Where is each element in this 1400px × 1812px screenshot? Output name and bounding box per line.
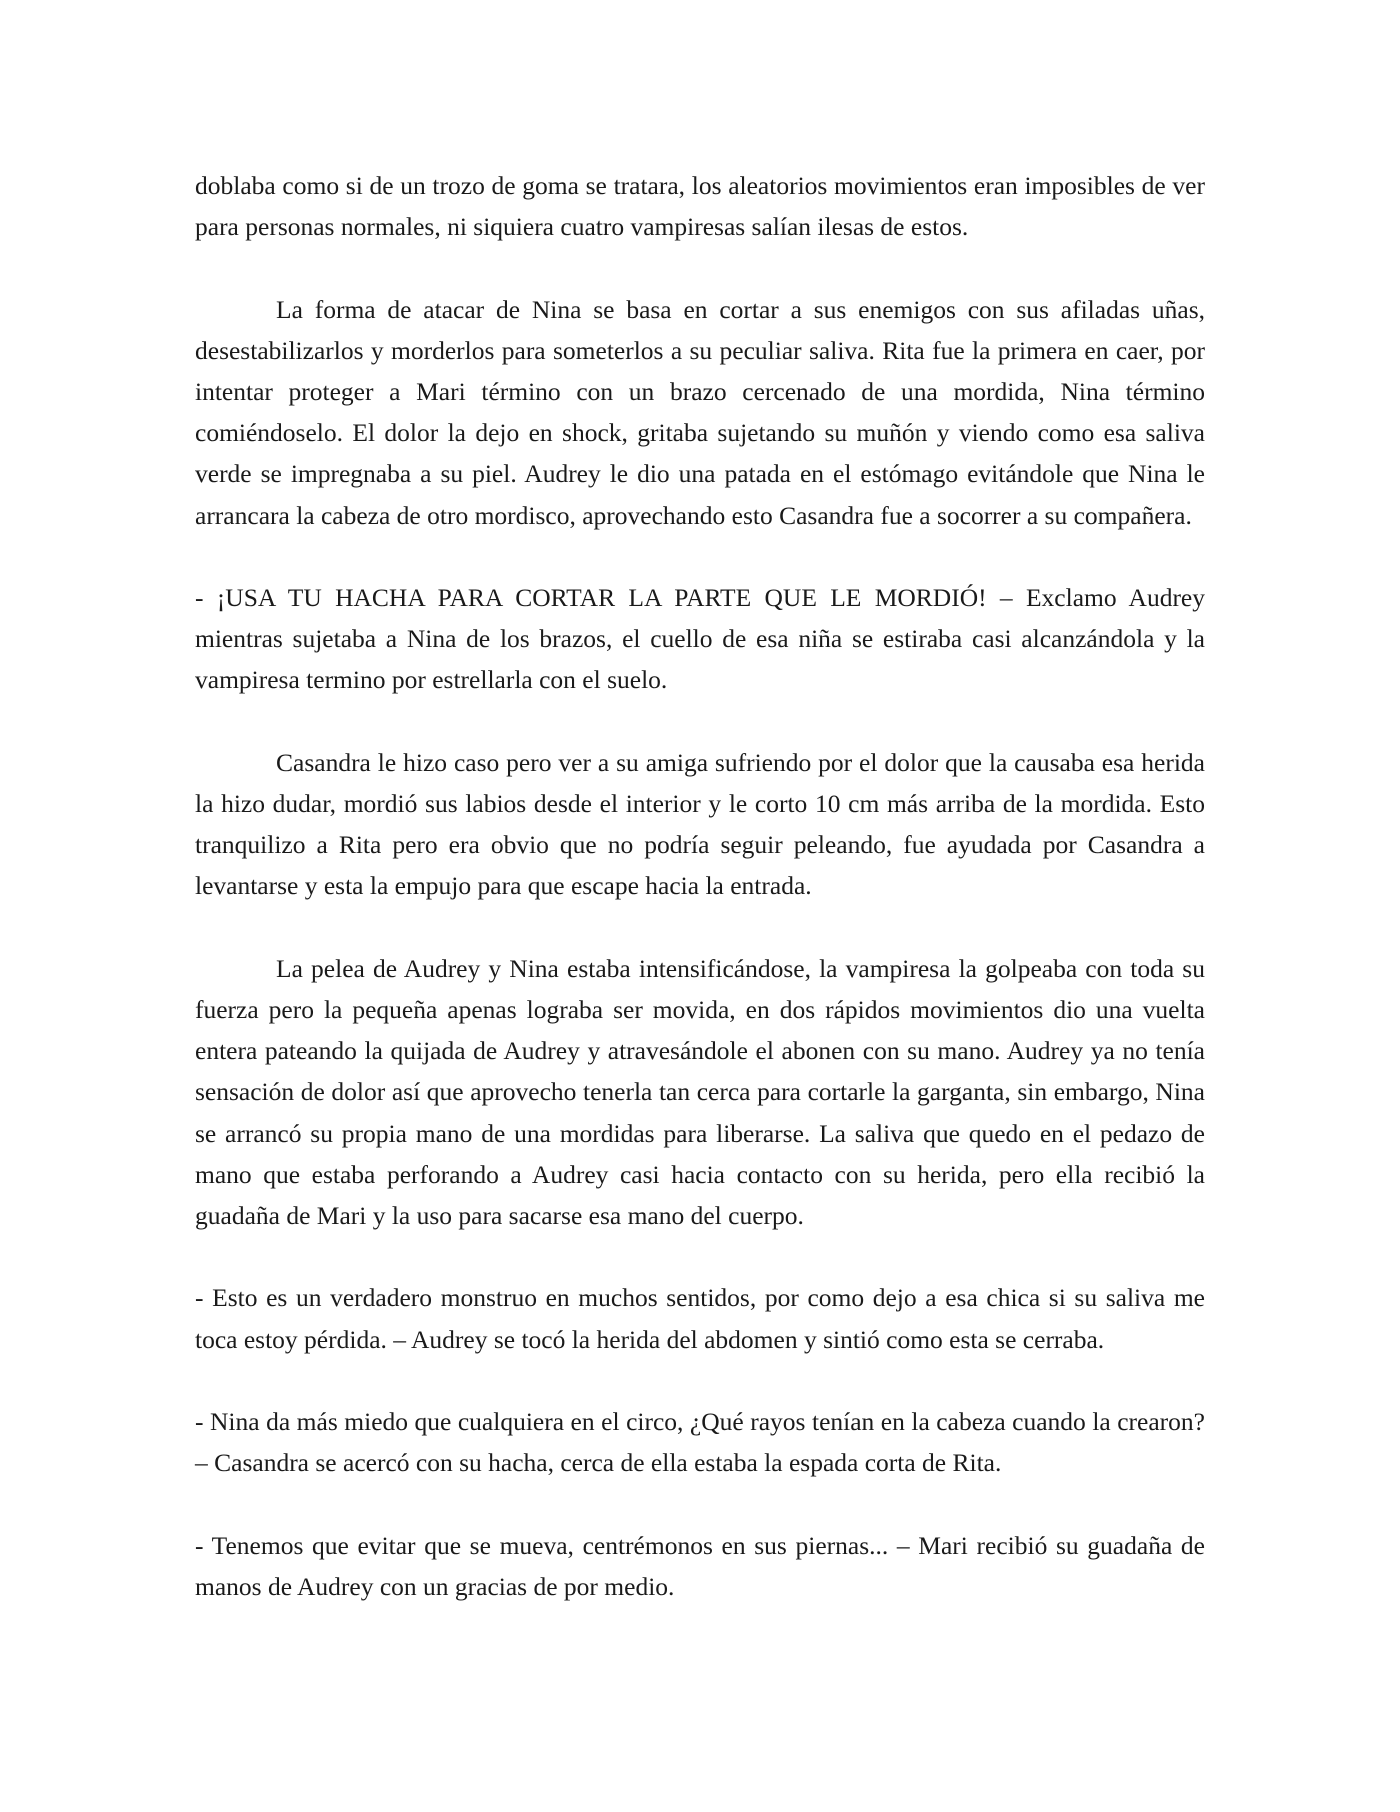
dialogue-audrey-shout: - ¡USA TU HACHA PARA CORTAR LA PARTE QUE LE MORDIÓ! – Exclamo Audrey mientras sujetaba a Nina de los brazos, el cuello de esa niña se estiraba casi alcanzándola y la vampiresa termino por estrellarla con el suelo. xyxy=(195,583,1205,695)
paragraph-casandra-cut: Casandra le hizo caso pero ver a su amiga sufriendo por el dolor que la causaba esa herida la hizo dudar, mordió sus labios desde el interior y le corto 10 cm más arriba de la mordida. Esto tranquilizo a Rita pero era obvio que no podría seguir peleando, fue ayudada por Casandra a levantarse y esta la empujo para que escape hacia la entrada. xyxy=(195,747,1205,901)
paragraph-nina-attack: La forma de atacar de Nina se basa en cortar a sus enemigos con sus afiladas uñas, desestabilizarlos y morderlos para someterlos a su peculiar saliva. Rita fue la primera en caer, por intentar proteger a Mari término con un brazo cercenado de una mordida, Nina término comiéndoselo. El dolor la dejo en shock, gritaba sujetando su muñón y viendo como esa saliva verde se impregnaba a su piel. Audrey le dio una patada en el estómago evitándole que Nina le arrancara la cabeza de otro mordisco, aprovechando esto Casandra fue a socorrer a su compañera. xyxy=(195,294,1205,530)
paragraph-fight-intensifies: La pelea de Audrey y Nina estaba intensificándose, la vampiresa la golpeaba con toda su fuerza pero la pequeña apenas lograba ser movida, en dos rápidos movimientos dio una vuelta entera pateando la quijada de Audrey y atravesándole el abonen con su mano. Audrey ya no tenía sensación de dolor así que aprovecho tenerla tan cerca para cortarle la garganta, sin embargo, Nina se arrancó su propia mano de una mordidas para liberarse. La saliva que quedo en el pedazo de mano que estaba perforando a Audrey casi hacia contacto con su herida, pero ella recibió la guadaña de Mari y la uso para sacarse esa mano del cuerpo. xyxy=(195,953,1205,1231)
document-body xyxy=(195,165,1205,1607)
dialogue-audrey-monster: - Esto es un verdadero monstruo en muchos sentidos, por como dejo a esa chica si su saliva me toca estoy pérdida. – Audrey se tocó la herida del abdomen y sintió como esta se cerraba. xyxy=(195,1283,1205,1354)
dialogue-casandra-circus: - Nina da más miedo que cualquiera en el circo, ¿Qué rayos tenían en la cabeza cuando la crearon? – Casandra se acercó con su hacha, cerca de ella estaba la espada corta de Rita. xyxy=(195,1407,1205,1478)
dialogue-mari-legs: - Tenemos que evitar que se mueva, centrémonos en sus piernas... – Mari recibió su guadaña de manos de Audrey con un gracias de por medio. xyxy=(195,1530,1205,1601)
paragraph-continuation: doblaba como si de un trozo de goma se tratara, los aleatorios movimientos eran imposibles de ver para personas normales, ni siquiera cuatro vampiresas salían ilesas de estos. xyxy=(195,171,1205,242)
